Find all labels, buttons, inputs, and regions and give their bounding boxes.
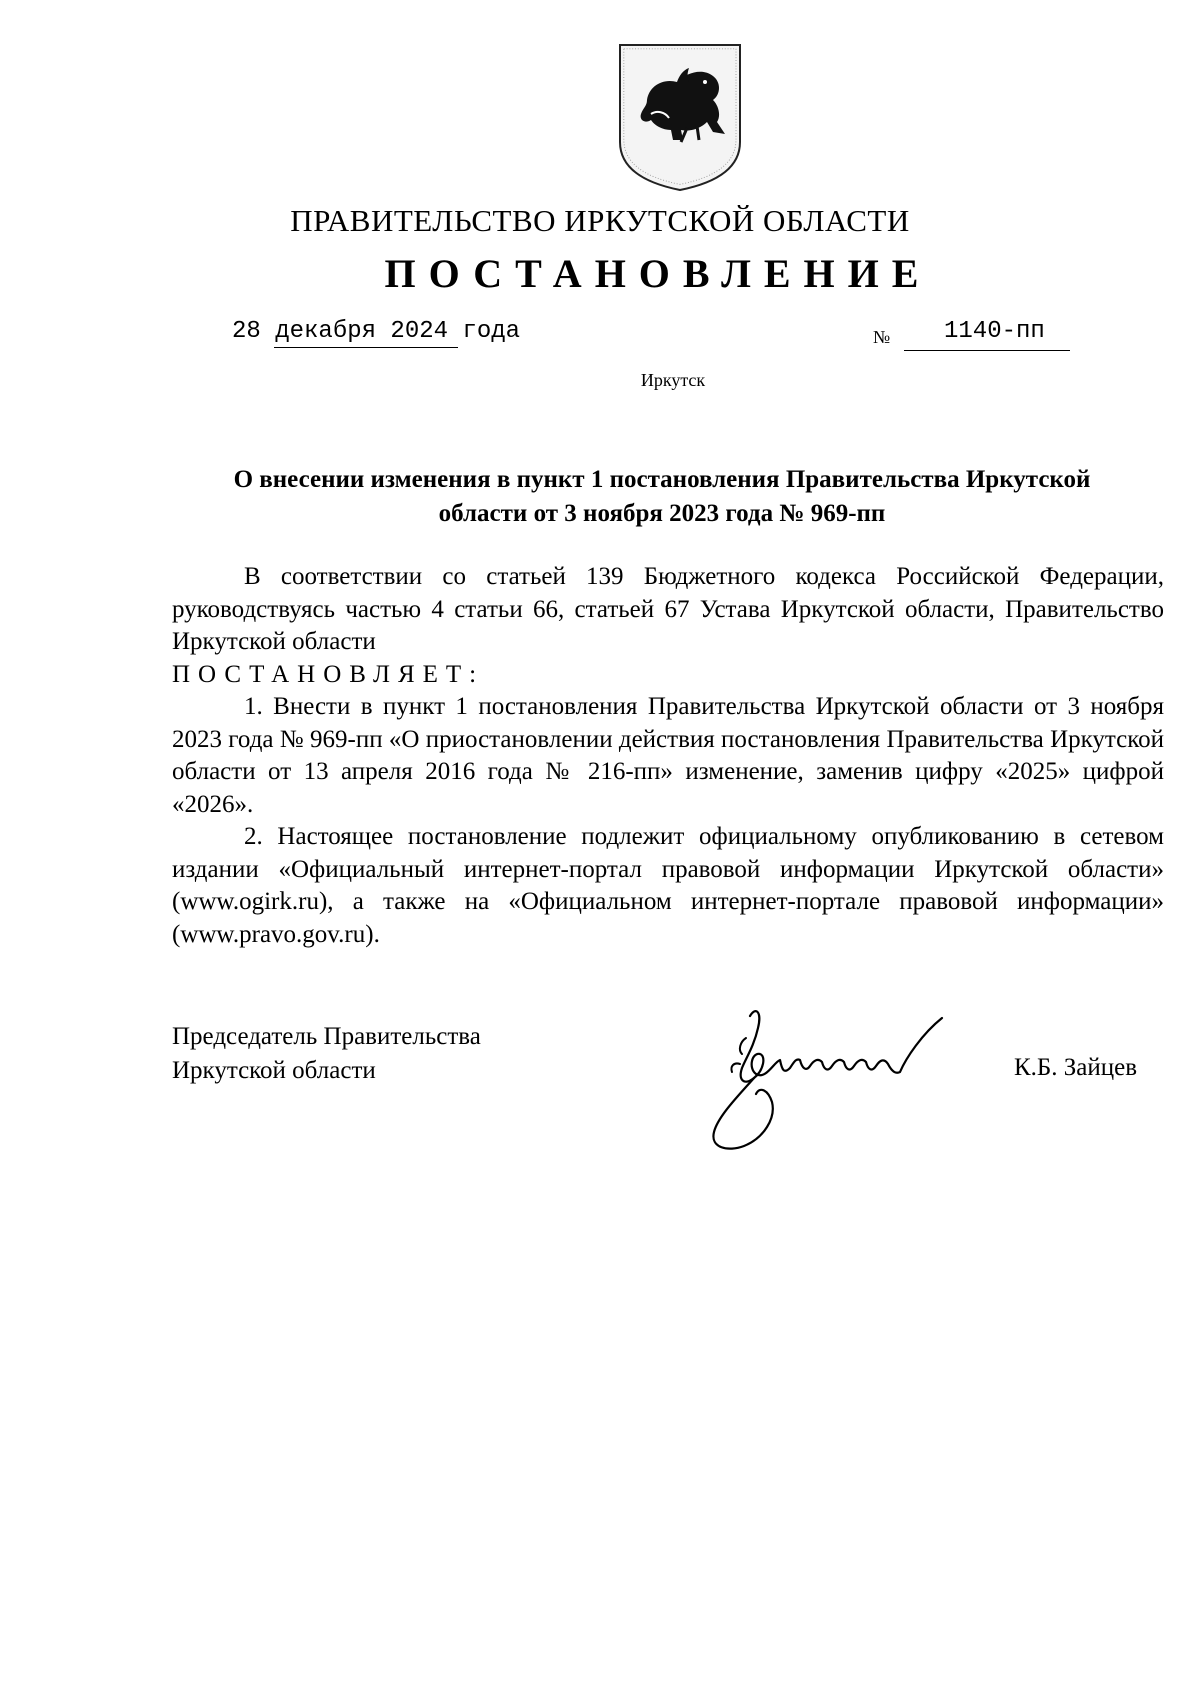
- decree-word: ПОСТАНОВЛЯЕТ:: [172, 660, 485, 688]
- position-line-2: Иркутской области: [172, 1057, 376, 1084]
- item-1-paragraph: 1. Внести в пункт 1 постановления Правительства Иркутской области от 3 ноября 2023 года № 969-пп «О приостановлении действия постановления Правительства Иркутской области от 13 апреля 2016 года № 216-пп» изменение, заменив цифру «2025» цифрой «2026».: [172, 693, 1164, 818]
- preamble-paragraph: В соответствии со статьей 139 Бюджетного кодекса Российской Федерации, руководствуясь частью 4 статьи 66, статьей 67 Устава Иркутской области, Правительство Иркутской области: [172, 563, 1164, 655]
- signatory-position: [172, 1020, 481, 1088]
- irkutsk-coat-of-arms-icon: [617, 42, 743, 192]
- number-sign: №: [873, 327, 891, 347]
- document-number: 1140-пп: [944, 318, 1045, 345]
- signer-name: К.Б. Зайцев: [1014, 1054, 1138, 1081]
- document-type-heading: ПОСТАНОВЛЕНИЕ: [384, 251, 932, 296]
- document-date: 28 декабря 2024 года: [232, 318, 521, 345]
- document-title: [172, 463, 1152, 531]
- date-underline: [274, 347, 458, 348]
- document-body: [172, 561, 1164, 951]
- position-line-1: Председатель Правительства: [172, 1023, 481, 1050]
- document-city: Иркутск: [640, 370, 706, 390]
- number-underline: [904, 350, 1070, 351]
- handwritten-signature-icon: [710, 998, 980, 1158]
- government-name: ПРАВИТЕЛЬСТВО ИРКУТСКОЙ ОБЛАСТИ: [290, 203, 910, 238]
- title-line-2: области от 3 ноября 2023 года № 969-пп: [438, 500, 886, 527]
- item-2-paragraph: 2. Настоящее постановление подлежит официальному опубликованию в сетевом издании «Официальный интернет-портал правовой информации Иркутской области» (www.ogirk.ru), а также на «Официальном интернет-портале правовой информации» (www.pravo.gov.ru).: [172, 823, 1164, 948]
- title-line-1: О внесении изменения в пункт 1 постановления Правительства Иркутской: [233, 466, 1091, 493]
